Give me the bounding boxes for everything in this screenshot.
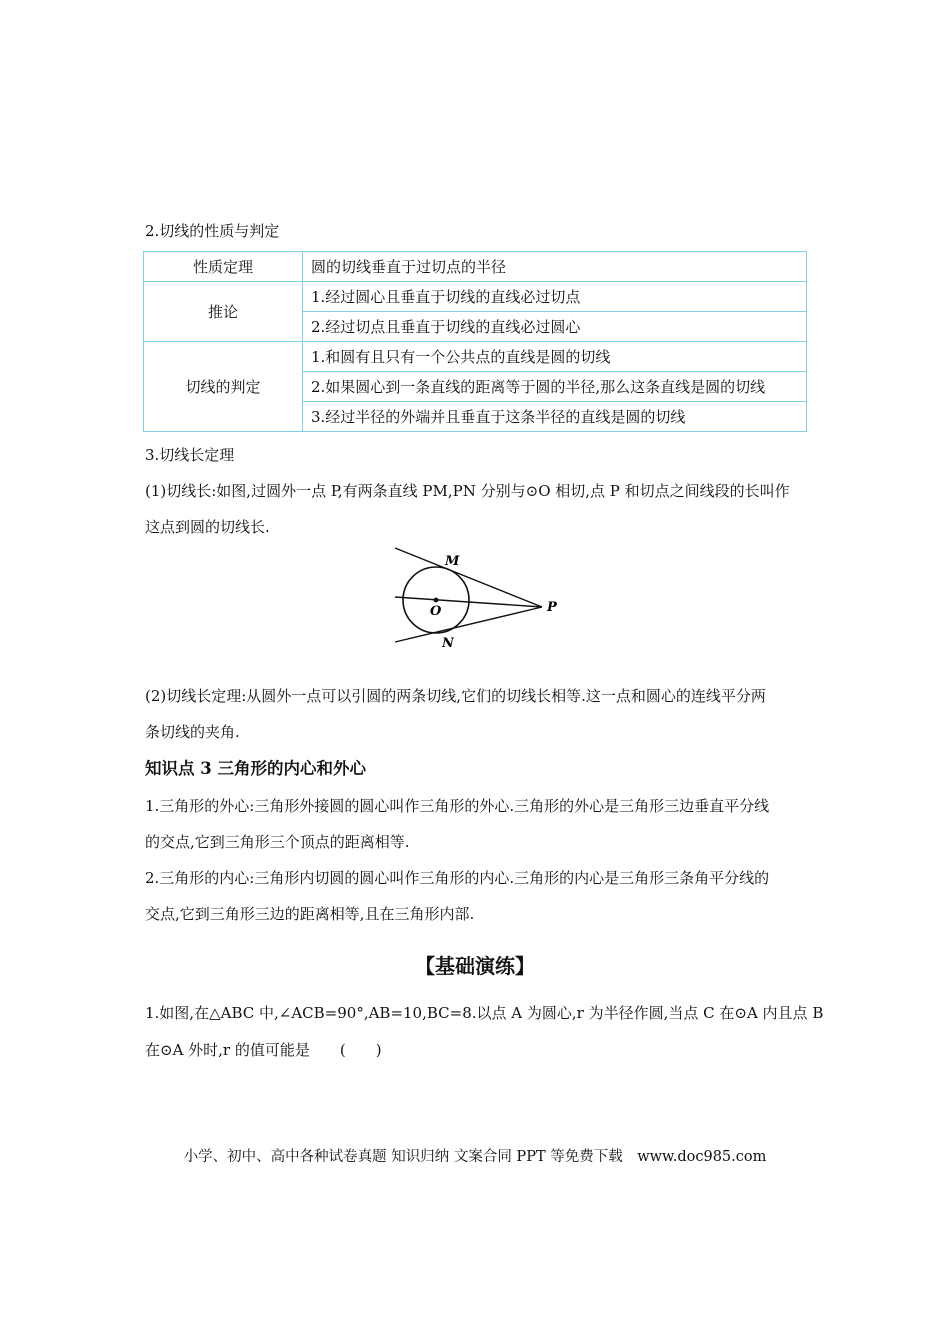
circumcenter-line2: 的交点,它到三角形三个顶点的距离相等. xyxy=(145,833,410,851)
row-head-corollary: 推论 xyxy=(144,282,303,342)
row-cell: 圆的切线垂直于过切点的半径 xyxy=(303,252,807,282)
tangent-properties-table xyxy=(143,251,807,432)
practice-section-title: 【基础演练】 xyxy=(415,954,535,978)
table-row xyxy=(144,342,807,372)
footer-text: 小学、初中、高中各种试卷真题 知识归纳 文案合同 PPT 等免费下载 www.doc985.com xyxy=(183,1149,767,1165)
row-cell: 1.经过圆心且垂直于切线的直线必过切点 xyxy=(303,282,807,312)
label-n: N xyxy=(442,636,454,650)
row-cell: 3.经过半径的外端并且垂直于这条半径的直线是圆的切线 xyxy=(303,402,807,432)
row-cell: 2.如果圆心到一条直线的距离等于圆的半径,那么这条直线是圆的切线 xyxy=(303,372,807,402)
incenter-line1: 2.三角形的内心:三角形内切圆的圆心叫作三角形的内心.三角形的内心是三角形三条角平分线的 xyxy=(145,869,770,887)
tangent-length-theorem-line1: (2)切线长定理:从圆外一点可以引圆的两条切线,它们的切线长相等.这一点和圆心的连线平分两 xyxy=(145,687,766,705)
tangent-length-definition-line1: (1)切线长:如图,过圆外一点 P,有两条直线 PM,PN 分别与⊙O 相切,点 P 和切点之间线段的长叫作 xyxy=(145,482,790,500)
section-2-title: 2.切线的性质与判定 xyxy=(145,222,280,240)
section-3-title: 3.切线长定理 xyxy=(145,446,235,464)
label-o: O xyxy=(430,604,442,619)
tangent-circle-figure xyxy=(390,545,570,650)
table-row xyxy=(144,252,807,282)
tangent-line-pn xyxy=(395,607,542,642)
incenter-line2: 交点,它到三角形三边的距离相等,且在三角形内部. xyxy=(145,905,475,923)
center-point-o xyxy=(434,598,439,603)
question-1-line2: 在⊙A 外时,r 的值可能是 ( ) xyxy=(145,1041,382,1059)
tangent-length-definition-line2: 这点到圆的切线长. xyxy=(145,518,270,536)
row-cell: 1.和圆有且只有一个公共点的直线是圆的切线 xyxy=(303,342,807,372)
row-head-property: 性质定理 xyxy=(144,252,303,282)
circumcenter-line1: 1.三角形的外心:三角形外接圆的圆心叫作三角形的外心.三角形的外心是三角形三边垂直平分线 xyxy=(145,797,770,815)
row-cell: 2.经过切点且垂直于切线的直线必过圆心 xyxy=(303,312,807,342)
label-p: P xyxy=(547,600,557,615)
knowledge-point-3-heading: 知识点 3 三角形的内心和外心 xyxy=(145,759,366,778)
tangent-length-theorem-line2: 条切线的夹角. xyxy=(145,723,240,741)
row-head-criterion: 切线的判定 xyxy=(144,342,303,432)
question-1-line1: 1.如图,在△ABC 中,∠ACB=90°,AB=10,BC=8.以点 A 为圆心,r 为半径作圆,当点 C 在⊙A 内且点 B xyxy=(145,1004,824,1022)
table-row xyxy=(144,282,807,312)
label-m: M xyxy=(445,554,460,569)
